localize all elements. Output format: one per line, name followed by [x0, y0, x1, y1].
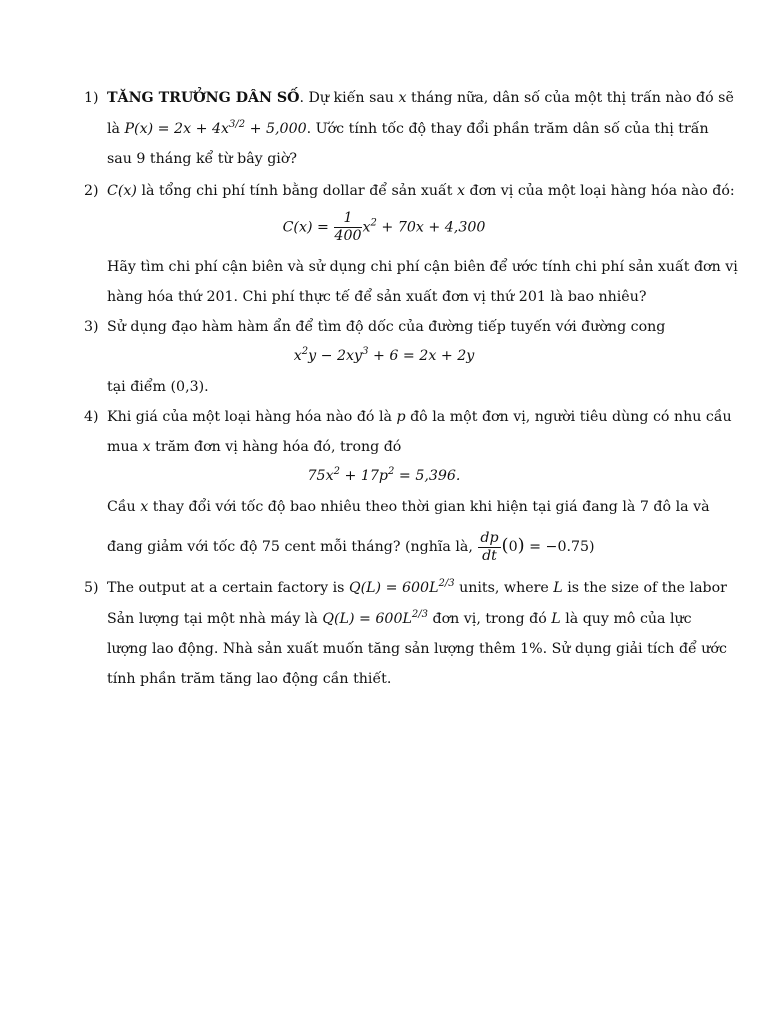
problem-line: Khi giá của một loại hàng hóa nào đó là p đô la một đơn vị, người tiêu dùng có nhu cầu: [107, 409, 732, 425]
problem-title: TĂNG TRƯỞNG DÂN SỐ: [107, 90, 300, 106]
problem-number: 2): [84, 183, 99, 199]
problem-line: mua x trăm đơn vị hàng hóa đó, trong đó: [107, 439, 402, 455]
problem-line: tính phần trăm tăng lao động cần thiết.: [107, 671, 392, 687]
problem-line: TĂNG TRƯỞNG DÂN SỐ. Dự kiến sau x tháng nữa, dân số của một thị trấn nào đó sẽ: [107, 90, 734, 106]
problem-line: đang giảm với tốc độ 75 cent mỗi tháng? (nghĩa là, $\frac{dp}{dt}$ (0) = −0.75): [107, 529, 595, 564]
math-equation: C(x) = $\frac{1}{400}$ $x^2 + 70x + 4,300$: [282, 210, 486, 244]
problem-line: Sản lượng tại một nhà máy là $Q(L) = 600L^{2/3}$ đơn vị, trong đó L là quy mô của lực: [107, 609, 692, 627]
problem-number: 1): [84, 90, 99, 106]
problem-line: là $P(x) = 2x + 4x^{3/2} + 5,000$. Ước tính tốc độ thay đổi phần trăm dân số của thị trấn: [107, 119, 709, 137]
math-equation: $x^2y - 2xy^3 + 6 = 2x + 2y$: [293, 346, 475, 364]
problem-line: Hãy tìm chi phí cận biên và sử dụng chi phí cận biên để ước tính chi phí sản xuất đơn vị: [107, 259, 738, 275]
math-equation: $75x^2 + 17p^2 = 5,396$.: [307, 466, 461, 484]
problem-line: hàng hóa thứ 201. Chi phí thực tế để sản xuất đơn vị thứ 201 là bao nhiêu?: [107, 289, 647, 305]
problem-line: sau 9 tháng kể từ bây giờ?: [107, 151, 297, 167]
math-formula: $P(x) = 2x + 4x^{3/2} + 5,000$: [124, 119, 307, 137]
problem-number: 4): [84, 409, 99, 425]
problem-line: Sử dụng đạo hàm hàm ẩn để tìm độ dốc của đường tiếp tuyến với đường cong: [107, 319, 666, 335]
problem-number: 3): [84, 319, 99, 335]
problem-line: lượng lao động. Nhà sản xuất muốn tăng sản lượng thêm 1%. Sử dụng giải tích để ước: [107, 641, 727, 657]
derivative-fraction: $\frac{dp}{dt}$: [480, 529, 499, 564]
problem-line: The output at a certain factory is $Q(L) = 600L^{2/3}$ units, where L is the size of the labor: [107, 578, 727, 596]
problem-line: Cầu x thay đổi với tốc độ bao nhiêu theo thời gian khi hiện tại giá đang là 7 đô la và: [107, 499, 710, 515]
problem-line: tại điểm (0,3).: [107, 379, 209, 395]
math-formula: $Q(L) = 600L^{2/3}$: [348, 578, 455, 596]
problem-line: C(x) là tổng chi phí tính bằng dollar để sản xuất x đơn vị của một loại hàng hóa nào đó:: [107, 183, 735, 199]
problem-number: 5): [84, 580, 99, 596]
math-formula: $Q(L) = 600L^{2/3}$: [322, 609, 428, 627]
fraction: $\frac{1}{400}$: [334, 210, 362, 244]
